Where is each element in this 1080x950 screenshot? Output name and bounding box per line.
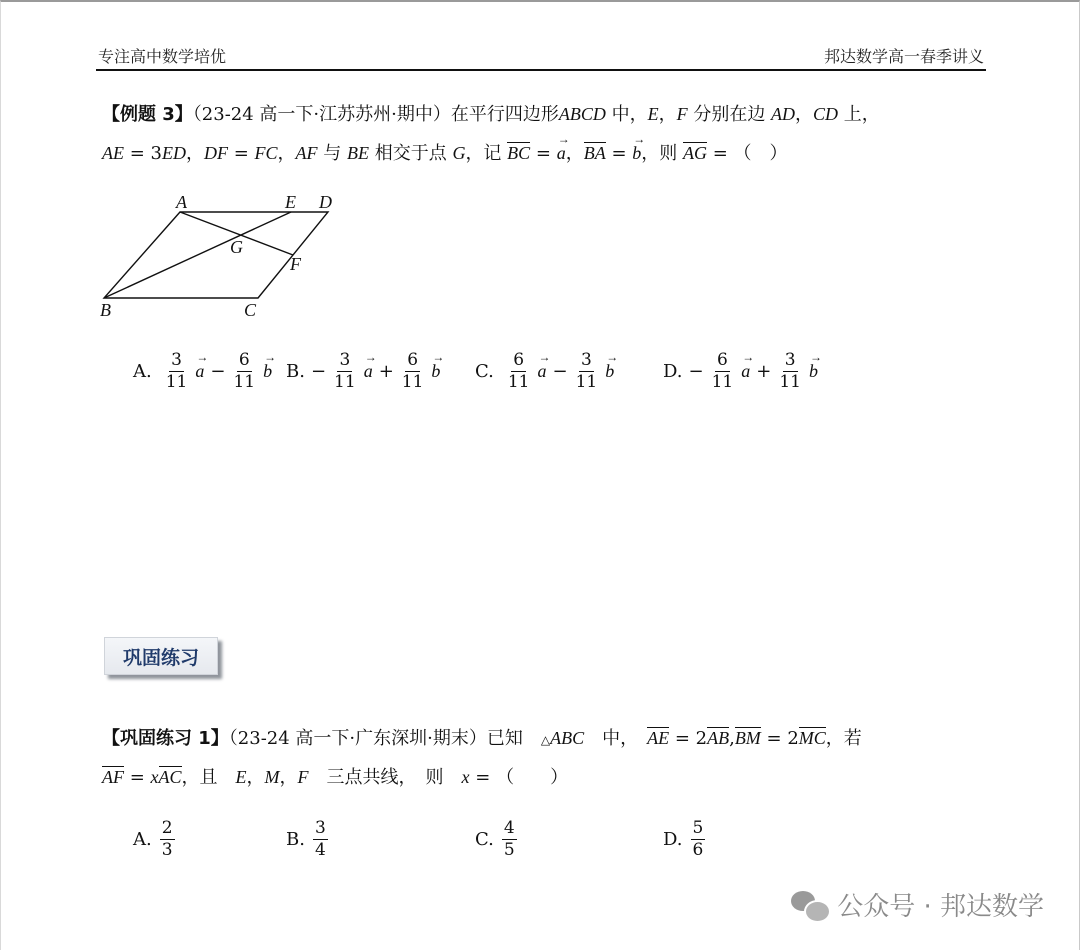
- text: ，记: [465, 143, 508, 164]
- label-d: D: [319, 192, 332, 212]
- text-ae: AE: [102, 143, 124, 163]
- denominator: 11: [165, 372, 188, 392]
- text-f: F: [676, 104, 688, 124]
- text-abcd: ABCD: [558, 104, 606, 124]
- numerator: 3: [171, 350, 182, 370]
- vector-b: → b: [263, 350, 277, 381]
- text: = 3: [124, 143, 162, 164]
- choice-sign: −: [310, 361, 327, 382]
- choice-letter: A.: [133, 361, 152, 382]
- label-f: F: [290, 254, 301, 274]
- header-left: 专注高中数学培优: [98, 47, 227, 66]
- choice-letter: B.: [286, 829, 305, 850]
- example3-label: 【例题 3】: [102, 104, 193, 125]
- denominator: 11: [334, 372, 356, 392]
- choice-letter: A.: [133, 829, 152, 850]
- operator: −: [210, 361, 226, 382]
- vector-b-letter: b: [632, 143, 642, 163]
- vector-letter: b: [263, 361, 273, 381]
- denominator: 5: [503, 840, 515, 860]
- label-a: A: [176, 192, 187, 212]
- vector-af: AF: [102, 767, 124, 787]
- practice1-line1: [102, 724, 862, 750]
- text-e: E: [647, 104, 659, 124]
- vector-bc: BC: [507, 143, 531, 163]
- vector-a: → a: [741, 350, 755, 381]
- wechat-icon: [791, 889, 829, 921]
- text-ad: AD: [771, 104, 796, 124]
- choice-letter: B.: [286, 361, 305, 382]
- fraction: [712, 352, 734, 391]
- numerator: 6: [513, 350, 525, 370]
- text-m: M: [264, 767, 280, 787]
- label-c: C: [244, 300, 257, 320]
- triangle-symbol: △: [540, 733, 551, 747]
- numerator: 3: [784, 350, 796, 370]
- vector-a: → a: [363, 350, 377, 381]
- choice-letter: D.: [663, 829, 683, 850]
- vector-ae: AE: [647, 728, 670, 748]
- vector-ag: AG: [682, 143, 707, 163]
- vector-letter: a: [363, 361, 373, 381]
- section-title-tab: 巩固练习: [104, 637, 218, 675]
- practice1-label: 【巩固练习 1】: [102, 728, 229, 749]
- text: = 2: [669, 728, 708, 749]
- vector-mc: MC: [798, 728, 826, 748]
- text-abc: ABC: [550, 728, 585, 748]
- watermark-text: 公众号 · 邦达数学: [837, 892, 1044, 922]
- text: ，且: [181, 767, 236, 788]
- choice-letter: D.: [663, 361, 683, 382]
- text: 中，: [605, 104, 648, 125]
- numerator: 4: [503, 818, 515, 838]
- header-right: 邦达数学高一春季讲义: [823, 47, 984, 66]
- numerator: 6: [407, 350, 419, 370]
- vector-ac: AC: [158, 767, 182, 787]
- fraction: [502, 820, 517, 859]
- text: ，: [795, 104, 814, 125]
- example3-line2: [102, 132, 788, 165]
- vector-letter: b: [431, 361, 441, 381]
- fraction: [160, 820, 175, 859]
- fraction: [691, 820, 706, 859]
- text: ，: [185, 143, 204, 164]
- text-be: BE: [346, 143, 369, 163]
- example3-choice-a[interactable]: [133, 350, 277, 392]
- numerator: 3: [314, 818, 326, 838]
- vector-b: → b: [808, 350, 822, 381]
- text: =: [124, 767, 151, 788]
- text: = （ ）: [706, 143, 788, 164]
- denominator: 11: [779, 372, 801, 392]
- denominator: 4: [314, 840, 326, 860]
- text: 三点共线， 则: [308, 767, 462, 788]
- vector-letter: a: [537, 361, 547, 381]
- fraction: [402, 352, 424, 391]
- denominator: 11: [575, 372, 598, 392]
- numerator: 6: [717, 350, 728, 370]
- choice-letter: C.: [475, 361, 494, 382]
- example3-choice-b[interactable]: [286, 350, 445, 392]
- text: ,: [729, 728, 735, 749]
- text: ，则: [641, 143, 683, 164]
- example3-choice-d[interactable]: [663, 350, 822, 392]
- vector-b: → b: [431, 350, 445, 381]
- vector-ab: AB: [707, 728, 730, 748]
- practice1-choice-c[interactable]: [475, 820, 519, 859]
- text: ，: [279, 767, 298, 788]
- text-x: x: [150, 767, 159, 787]
- fraction: [779, 352, 801, 391]
- text: 中，: [584, 728, 630, 749]
- example3-choice-c[interactable]: [475, 350, 619, 392]
- text-x: x: [461, 767, 470, 787]
- fraction: [313, 820, 328, 859]
- text-cd: CD: [813, 104, 839, 124]
- text: 分别在边: [687, 104, 772, 125]
- numerator: 5: [692, 818, 704, 838]
- numerator: 6: [238, 350, 250, 370]
- fraction: [576, 352, 598, 391]
- example3-source: （23-24 高一下·江苏苏州·期中）在平行四边形: [192, 104, 559, 125]
- fraction: [166, 352, 188, 391]
- vector-ba: BA: [583, 143, 606, 163]
- practice1-choice-b[interactable]: [286, 820, 330, 859]
- denominator: 11: [711, 372, 734, 392]
- vector-a-letter: a: [556, 143, 566, 163]
- denominator: 11: [507, 372, 530, 392]
- text-ed: ED: [161, 143, 186, 163]
- vector-letter: a: [195, 361, 205, 381]
- example3-line1: [102, 100, 880, 126]
- text: =: [605, 143, 633, 164]
- practice1-line2: [102, 763, 568, 789]
- denominator: 11: [233, 372, 256, 392]
- text: ，: [565, 143, 584, 164]
- vector-a: → a: [195, 350, 209, 381]
- fraction: [334, 352, 356, 391]
- vector-letter: b: [605, 361, 615, 381]
- text: = 2: [760, 728, 799, 749]
- denominator: 6: [692, 840, 704, 860]
- numerator: 3: [339, 350, 351, 370]
- label-e: E: [285, 192, 296, 212]
- text-af: AF: [295, 143, 318, 163]
- label-b: B: [100, 300, 111, 320]
- text: ，若: [825, 728, 862, 749]
- practice1-choice-d[interactable]: [663, 820, 707, 859]
- vector-letter: a: [741, 361, 751, 381]
- vector-b: → b: [605, 350, 619, 381]
- choice-letter: C.: [475, 829, 494, 850]
- fraction: [508, 352, 530, 391]
- text-g: G: [452, 143, 466, 163]
- text: = （ ）: [469, 767, 569, 788]
- parallelogram-figure: [90, 185, 360, 325]
- text-f: F: [297, 767, 309, 787]
- operator: −: [552, 361, 568, 382]
- fraction: [233, 352, 255, 391]
- text: ，: [277, 143, 296, 164]
- text: 相交于点: [368, 143, 453, 164]
- numerator: 3: [581, 350, 592, 370]
- vector-a: → a: [537, 350, 551, 381]
- practice1-choice-a[interactable]: [133, 820, 177, 859]
- text: ，: [658, 104, 677, 125]
- numerator: 2: [161, 818, 173, 838]
- text: ，: [246, 767, 265, 788]
- text-e: E: [235, 767, 247, 787]
- text: 上，: [838, 104, 880, 125]
- choice-sign: −: [688, 361, 704, 382]
- operator: +: [378, 361, 394, 382]
- label-g: G: [230, 237, 243, 257]
- practice1-source: （23-24 高一下·广东深圳·期末）已知: [228, 728, 523, 749]
- vector-a: → a: [556, 132, 570, 163]
- segment-be: [104, 212, 291, 298]
- text-df: DF: [203, 143, 228, 163]
- operator: +: [756, 361, 772, 382]
- denominator: 3: [161, 840, 173, 860]
- denominator: 11: [401, 372, 424, 392]
- header-rule: [96, 69, 986, 71]
- watermark: [791, 886, 1044, 923]
- text-fc: FC: [254, 143, 278, 163]
- text: =: [227, 143, 255, 164]
- text: =: [530, 143, 557, 164]
- text: 与: [317, 143, 347, 164]
- vector-letter: b: [808, 361, 818, 381]
- vector-b: → b: [632, 132, 646, 163]
- vector-bm: BM: [734, 728, 761, 748]
